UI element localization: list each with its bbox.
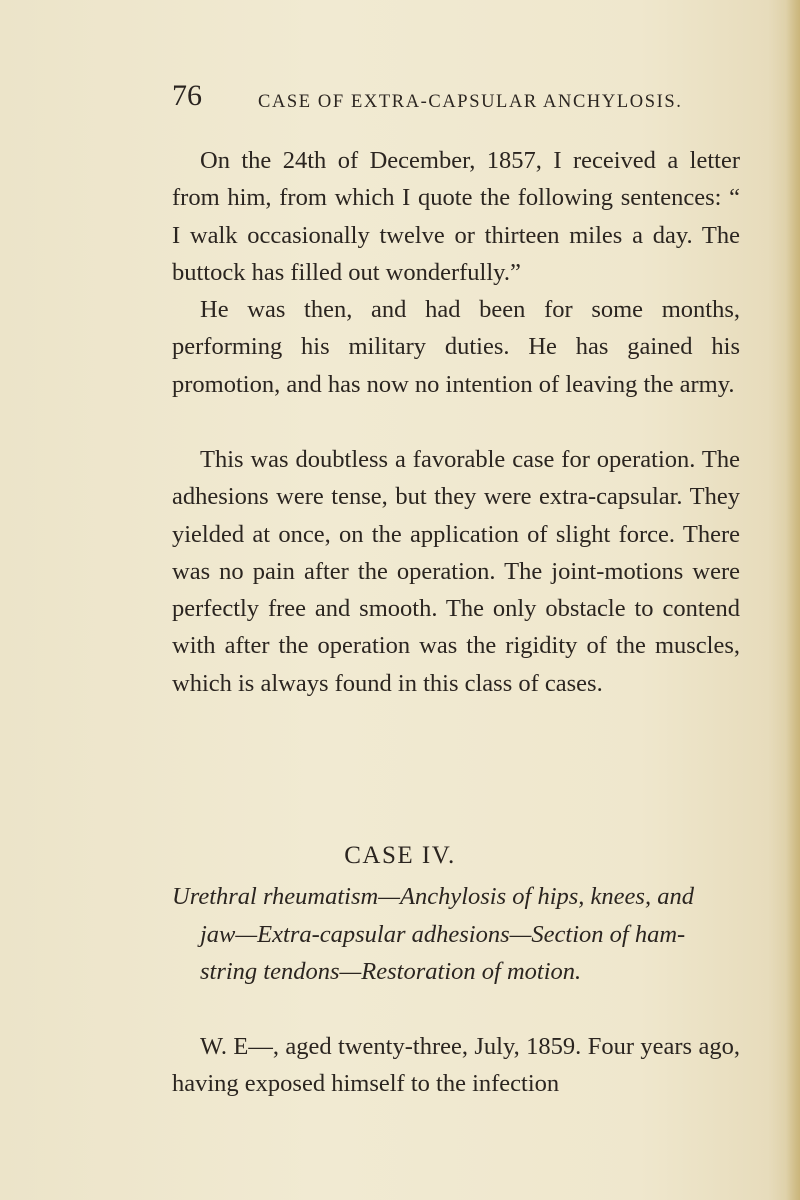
running-title: CASE OF EXTRA-CAPSULAR ANCHYLOSIS. bbox=[258, 92, 683, 112]
case-subtitle-line: jaw—Extra-capsular adhesions—Section of ham- bbox=[200, 920, 686, 948]
paragraph-military-duties bbox=[172, 291, 740, 403]
paragraph-case-discussion bbox=[172, 441, 740, 702]
page-edge-shadow bbox=[786, 0, 800, 1200]
paragraph-text: This was doubtless a favorable case for operation. The adhesions were tense, but they were extra-capsular. They yielded at once, on the application of slight force. There was no pain after the operation. The joint-motions were perfectly free and smooth. The only obstacle to contend with after the operation was the rigidity of the muscles, which is always found in this class of cases. bbox=[172, 446, 740, 697]
running-header bbox=[172, 80, 692, 120]
case-heading: CASE IV. bbox=[344, 842, 456, 869]
paragraph-text: W. E—, aged twenty-three, July, 1859. Four years ago, having exposed himself to the infection bbox=[172, 1033, 740, 1098]
paragraph-case-intro bbox=[172, 1028, 740, 1103]
paragraph-letter-quote bbox=[172, 142, 740, 291]
case-subtitle-line: Urethral rheumatism—Anchylosis of hips, knees, and bbox=[172, 883, 694, 910]
case-subtitle bbox=[172, 878, 740, 991]
paragraph-text: On the 24th of December, 1857, I received a letter from him, from which I quote the following sentences: “ I walk occasionally twelve or thirteen miles a day. The buttock has filled out wonderfully.” bbox=[172, 147, 740, 286]
case-subtitle-line: string tendons—Restoration of motion. bbox=[200, 958, 582, 985]
paragraph-text: He was then, and had been for some months, performing his military duties. He has gained his promotion, and has now no intention of leaving the army. bbox=[172, 296, 740, 398]
page-number: 76 bbox=[172, 79, 202, 112]
